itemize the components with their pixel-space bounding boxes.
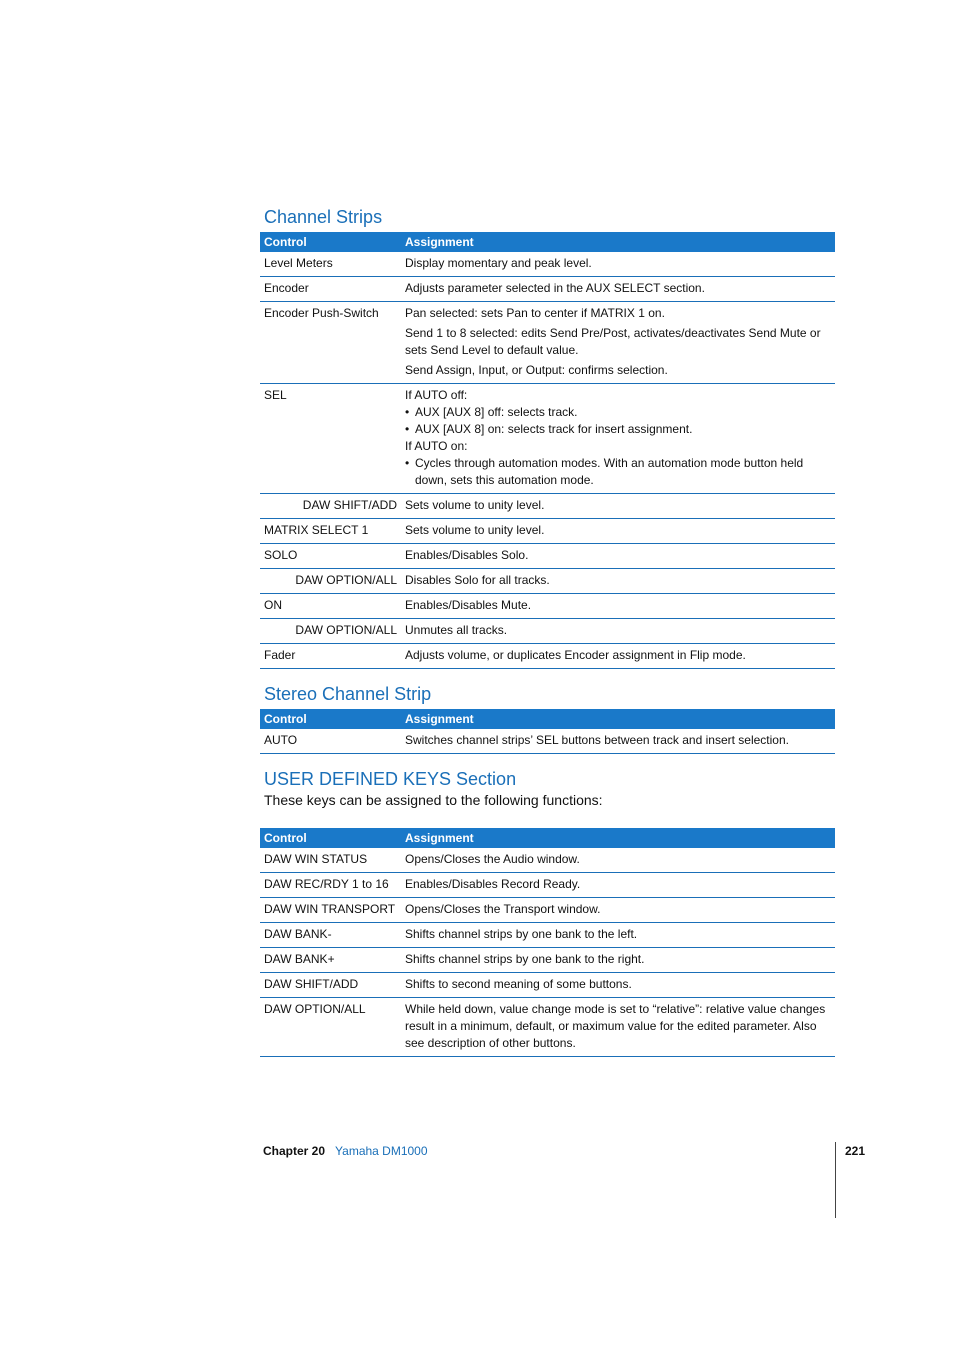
assignment-text: Sets volume to unity level. [405, 498, 545, 512]
assignment-text: Enables/Disables Solo. [405, 548, 529, 562]
table-header-row [260, 709, 835, 729]
assignment-text: Shifts to second meaning of some buttons. [405, 977, 632, 991]
assignment-cell [401, 594, 835, 619]
table-body [260, 252, 835, 669]
control-cell: DAW OPTION/ALL [260, 569, 401, 594]
control-cell: Encoder Push-Switch [260, 302, 401, 384]
assignment-cell [401, 923, 835, 948]
table-row [260, 494, 835, 519]
table-row [260, 998, 835, 1057]
assignment-cell [401, 544, 835, 569]
table-row [260, 898, 835, 923]
control-cell: MATRIX SELECT 1 [260, 519, 401, 544]
assignment-text: Adjusts volume, or duplicates Encoder assignment in Flip mode. [405, 648, 746, 662]
section-title: Channel Strips [264, 207, 383, 227]
table-body [260, 848, 835, 1057]
header-assignment: Assignment [401, 709, 835, 729]
table-row [260, 569, 835, 594]
header-assignment: Assignment [401, 828, 835, 848]
control-cell: DAW SHIFT/ADD [260, 973, 401, 998]
control-cell: DAW OPTION/ALL [260, 998, 401, 1057]
control-cell: Encoder [260, 277, 401, 302]
section-user-defined-keys [260, 767, 835, 1057]
assignment-text: Switches channel strips’ SEL buttons between track and insert selection. [405, 733, 789, 747]
assignment-cell [401, 973, 835, 998]
control-cell: SEL [260, 384, 401, 494]
assignment-cell [401, 998, 835, 1057]
control-cell: SOLO [260, 544, 401, 569]
table-row [260, 277, 835, 302]
assignment-text: If AUTO off: [405, 388, 468, 402]
table-row [260, 923, 835, 948]
assignment-cell [401, 619, 835, 644]
table-row [260, 519, 835, 544]
assignment-text: Opens/Closes the Transport window. [405, 902, 601, 916]
assignment-text: Shifts channel strips by one bank to the left. [405, 927, 638, 941]
section-title: USER DEFINED KEYS Section [264, 769, 517, 789]
page-number: 221 [845, 1144, 866, 1158]
assignment-text: Adjusts parameter selected in the AUX SELECT section. [405, 281, 705, 295]
control-cell: Level Meters [260, 252, 401, 277]
assignment-cell [401, 277, 835, 302]
table-header-row [260, 828, 835, 848]
control-table [260, 709, 835, 754]
section-intro: These keys can be assigned to the following functions: [264, 792, 603, 808]
assignment-cell [401, 898, 835, 923]
table-row [260, 302, 835, 384]
table-row [260, 948, 835, 973]
header-control: Control [260, 828, 401, 848]
bullet-item: • Cycles through automation modes. With an automation mode button held down, sets this automation mode. [405, 455, 831, 489]
assignment-text: Disables Solo for all tracks. [405, 573, 550, 587]
assignment-text: Enables/Disables Record Ready. [405, 877, 581, 891]
header-assignment: Assignment [401, 232, 835, 252]
assignment-cell [401, 873, 835, 898]
bullet-item: • AUX [AUX 8] on: selects track for insert assignment. [405, 421, 831, 438]
header-control: Control [260, 709, 401, 729]
header-control: Control [260, 232, 401, 252]
control-cell: Fader [260, 644, 401, 669]
assignment-text: Enables/Disables Mute. [405, 598, 532, 612]
assignment-cell [401, 729, 835, 754]
control-cell: DAW BANK- [260, 923, 401, 948]
assignment-cell [401, 569, 835, 594]
control-cell: DAW REC/RDY 1 to 16 [260, 873, 401, 898]
control-cell: DAW OPTION/ALL [260, 619, 401, 644]
table-row [260, 873, 835, 898]
footer-divider [835, 1142, 836, 1218]
table-row [260, 848, 835, 873]
assignment-text: While held down, value change mode is set to “relative”: relative value changes result in a minimum, default, or maximum value for the edited parameter. Also see description of other buttons. [405, 1002, 826, 1050]
control-table [260, 232, 835, 669]
assignment-cell [401, 494, 835, 519]
footer-chapter: Chapter 20 [263, 1144, 326, 1158]
assignment-text: Pan selected: sets Pan to center if MATRIX 1 on. [405, 306, 665, 320]
bullet-item: • AUX [AUX 8] off: selects track. [405, 404, 831, 421]
table-row [260, 644, 835, 669]
page-footer [263, 1143, 428, 1159]
assignment-text: Shifts channel strips by one bank to the right. [405, 952, 645, 966]
control-cell: DAW SHIFT/ADD [260, 494, 401, 519]
assignment-text: Opens/Closes the Audio window. [405, 852, 580, 866]
control-cell: AUTO [260, 729, 401, 754]
table-body [260, 729, 835, 754]
assignment-cell [401, 644, 835, 669]
control-cell: DAW WIN STATUS [260, 848, 401, 873]
assignment-cell [401, 252, 835, 277]
assignment-text: Unmutes all tracks. [405, 623, 508, 637]
page-content [260, 205, 835, 1057]
section-title: Stereo Channel Strip [264, 684, 432, 704]
footer-book-title: Yamaha DM1000 [335, 1144, 428, 1158]
table-row [260, 729, 835, 754]
table-row [260, 544, 835, 569]
assignment-text: Sets volume to unity level. [405, 523, 545, 537]
section-stereo-channel-strip [260, 682, 835, 754]
assignment-text: Send 1 to 8 selected: edits Send Pre/Post, activates/deactivates Send Mute or sets Send Level to default value. [405, 326, 821, 357]
assignment-cell [401, 948, 835, 973]
control-cell: DAW BANK+ [260, 948, 401, 973]
assignment-cell [401, 848, 835, 873]
assignment-text: Display momentary and peak level. [405, 256, 592, 270]
assignment-text: If AUTO on: [405, 439, 468, 453]
table-row [260, 384, 835, 494]
assignment-cell [401, 302, 835, 384]
table-header-row [260, 232, 835, 252]
table-row [260, 973, 835, 998]
table-row [260, 252, 835, 277]
assignment-cell [401, 384, 835, 494]
control-table [260, 828, 835, 1057]
assignment-text: Send Assign, Input, or Output: confirms selection. [405, 363, 668, 377]
control-cell: DAW WIN TRANSPORT [260, 898, 401, 923]
assignment-cell [401, 519, 835, 544]
section-channel-strips [260, 205, 835, 669]
control-cell: ON [260, 594, 401, 619]
table-row [260, 594, 835, 619]
table-row [260, 619, 835, 644]
